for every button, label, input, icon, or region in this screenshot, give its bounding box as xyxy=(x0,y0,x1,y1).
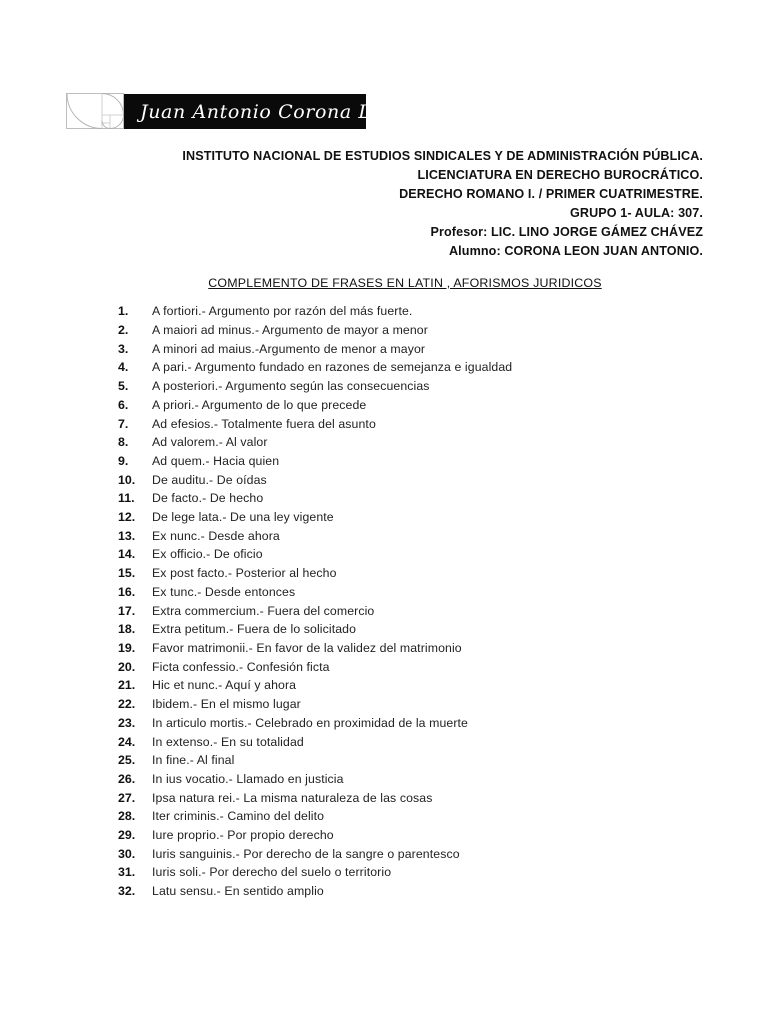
list-item-number: 3. xyxy=(118,341,129,356)
list-item xyxy=(118,844,512,863)
phrase-list xyxy=(118,302,512,901)
list-item xyxy=(118,339,512,358)
list-item-text: Ad valorem.- Al valor xyxy=(152,435,268,450)
list-item xyxy=(118,639,512,658)
list-item-text: Ad quem.- Hacia quien xyxy=(152,453,280,468)
list-item-text: Ad efesios.- Totalmente fuera del asunto xyxy=(152,416,376,431)
list-item-text: Latu sensu.- En sentido amplio xyxy=(152,884,324,899)
list-item-number: 9. xyxy=(118,453,129,468)
list-item-number: 16. xyxy=(118,584,136,599)
list-item xyxy=(118,414,512,433)
list-item-number: 15. xyxy=(118,566,136,581)
list-item-text: Ex tunc.- Desde entonces xyxy=(152,584,296,599)
list-item xyxy=(118,321,512,340)
list-item-text: Favor matrimonii.- En favor de la validez del matrimonio xyxy=(152,641,462,655)
list-item-number: 5. xyxy=(118,379,129,394)
list-item-text: Ex officio.- De oficio xyxy=(152,547,263,562)
list-item-number: 12. xyxy=(118,510,136,525)
list-item-text: In extenso.- En su totalidad xyxy=(152,734,304,749)
list-item-text: Ex nunc.- Desde ahora xyxy=(152,528,280,543)
list-item-text: A priori.- Argumento de lo que precede xyxy=(152,397,367,412)
list-item xyxy=(118,470,512,489)
list-item xyxy=(118,545,512,564)
list-item-text: De auditu.- De oídas xyxy=(152,472,267,487)
list-item-number: 7. xyxy=(118,416,129,431)
list-item xyxy=(118,807,512,826)
list-item-number: 13. xyxy=(118,528,136,543)
logo-band xyxy=(124,94,415,129)
list-item-text: Extra petitum.- Fuera de lo solicitado xyxy=(152,622,357,637)
list-item-number: 10. xyxy=(118,472,136,487)
list-item-text: Ibidem.- En el mismo lugar xyxy=(152,697,301,712)
list-item xyxy=(118,676,512,695)
list-item-number: 29. xyxy=(118,828,136,843)
header-group: GRUPO 1- AULA: 307. xyxy=(570,206,703,220)
list-item xyxy=(118,564,512,583)
list-item-number: 30. xyxy=(118,846,136,861)
list-item xyxy=(118,695,512,714)
list-item-text: In ius vocatio.- Llamado en justicia xyxy=(152,771,344,786)
list-item xyxy=(118,770,512,789)
list-item-number: 20. xyxy=(118,659,136,674)
header-institution: INSTITUTO NACIONAL DE ESTUDIOS SINDICALES Y DE ADMINISTRACIÓN PÚBLICA. xyxy=(182,149,703,163)
list-item-text: Ficta confessio.- Confesión ficta xyxy=(152,659,330,674)
list-item xyxy=(118,620,512,639)
list-item-text: Hic et nunc.- Aquí y ahora xyxy=(152,678,297,693)
author-logo xyxy=(66,93,415,129)
list-item xyxy=(118,433,512,452)
list-item-text: Ipsa natura rei.- La misma naturaleza de las cosas xyxy=(152,790,433,805)
document-title: COMPLEMENTO DE FRASES EN LATIN , AFORISMOS JURIDICOS xyxy=(208,276,602,290)
list-item-text: De lege lata.- De una ley vigente xyxy=(152,510,334,525)
list-item-number: 28. xyxy=(118,809,136,824)
list-item xyxy=(118,882,512,901)
list-item-text: Ex post facto.- Posterior al hecho xyxy=(152,566,337,581)
list-item xyxy=(118,358,512,377)
list-item-number: 17. xyxy=(118,603,136,618)
list-item-number: 25. xyxy=(118,753,136,768)
list-item-number: 26. xyxy=(118,771,136,786)
list-item-number: 32. xyxy=(118,884,136,899)
list-item-number: 14. xyxy=(118,547,136,562)
list-item-text: Extra commercium.- Fuera del comercio xyxy=(152,603,375,618)
list-item-number: 21. xyxy=(118,678,136,693)
header-professor: Profesor: LIC. LINO JORGE GÁMEZ CHÁVEZ xyxy=(430,225,703,239)
header-degree: LICENCIATURA EN DERECHO BUROCRÁTICO. xyxy=(417,168,703,182)
list-item xyxy=(118,657,512,676)
logo-text: Juan Antonio Corona León. xyxy=(140,100,415,123)
list-item-text: In articulo mortis.- Celebrado en proximidad de la muerte xyxy=(152,715,468,730)
list-item xyxy=(118,863,512,882)
list-item-text: Iuris sanguinis.- Por derecho de la sangre o parentesco xyxy=(152,846,460,861)
list-item-number: 18. xyxy=(118,622,136,637)
list-item-number: 24. xyxy=(118,734,136,749)
header-course: DERECHO ROMANO I. / PRIMER CUATRIMESTRE. xyxy=(399,187,703,201)
list-item xyxy=(118,377,512,396)
list-item-number: 31. xyxy=(118,865,136,880)
list-item-text: Iuris soli.- Por derecho del suelo o territorio xyxy=(152,865,392,880)
list-item-text: A pari.- Argumento fundado en razones de semejanza e igualdad xyxy=(152,360,513,375)
list-item-number: 11. xyxy=(118,491,135,506)
list-item-text: A fortiori.- Argumento por razón del más fuerte. xyxy=(152,304,413,319)
list-item xyxy=(118,713,512,732)
list-item xyxy=(118,489,512,508)
list-item xyxy=(118,302,512,321)
list-item xyxy=(118,788,512,807)
list-item xyxy=(118,452,512,471)
list-item xyxy=(118,826,512,845)
list-item xyxy=(118,732,512,751)
list-item-text: In fine.- Al final xyxy=(152,753,235,768)
list-item xyxy=(118,396,512,415)
list-item-number: 8. xyxy=(118,435,129,450)
list-item-number: 22. xyxy=(118,697,136,712)
list-item xyxy=(118,526,512,545)
list-item-text: A posteriori.- Argumento según las consecuencias xyxy=(152,379,430,394)
list-item-text: De facto.- De hecho xyxy=(152,491,264,506)
list-item-number: 23. xyxy=(118,715,136,730)
list-item-text: Iter criminis.- Camino del delito xyxy=(152,809,325,824)
header-student: Alumno: CORONA LEON JUAN ANTONIO. xyxy=(448,244,703,258)
golden-spiral-icon xyxy=(66,93,124,129)
list-item-number: 1. xyxy=(118,304,129,319)
list-item-text: A maiori ad minus.- Argumento de mayor a menor xyxy=(152,323,428,338)
list-item-number: 19. xyxy=(118,641,136,655)
list-item xyxy=(118,751,512,770)
list-item-text: Iure proprio.- Por propio derecho xyxy=(152,828,334,843)
document-header xyxy=(143,147,703,261)
list-item-number: 4. xyxy=(118,360,129,375)
list-item-number: 27. xyxy=(118,790,136,805)
list-item-text: A minori ad maius.-Argumento de menor a mayor xyxy=(152,341,426,356)
list-item-number: 6. xyxy=(118,397,129,412)
list-item-number: 2. xyxy=(118,323,129,338)
list-item xyxy=(118,508,512,527)
list-item xyxy=(118,601,512,620)
list-item xyxy=(118,583,512,602)
